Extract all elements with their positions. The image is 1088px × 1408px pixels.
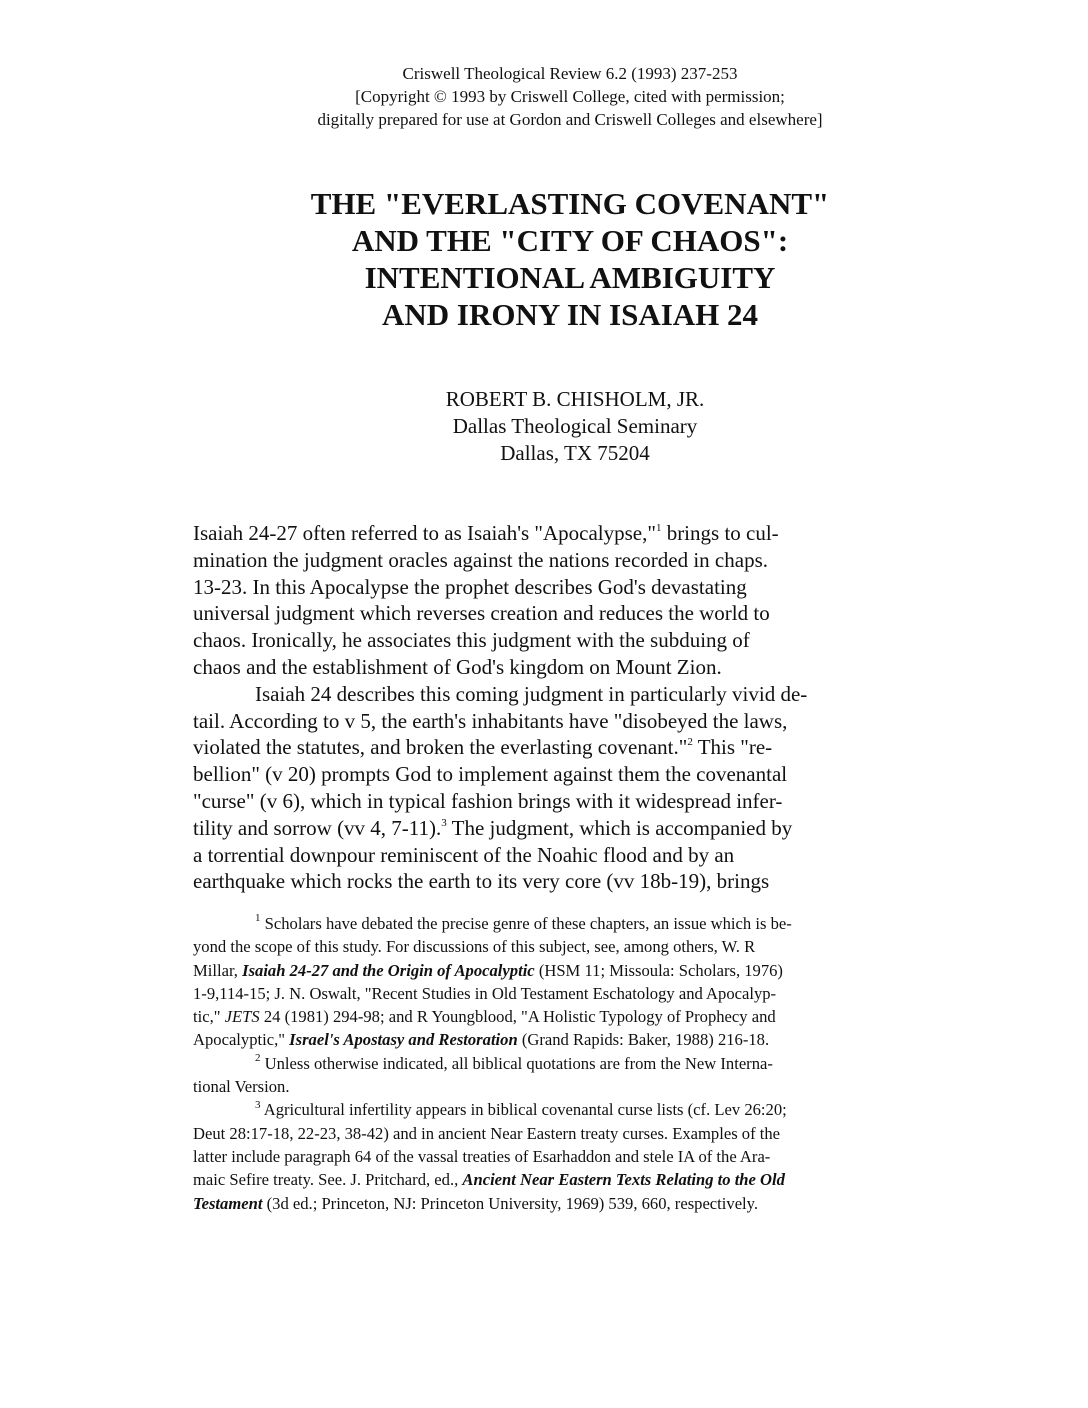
footnote-line [193, 1192, 893, 1215]
footnote-ref-3: 3 [441, 816, 447, 829]
author-name: ROBERT B. CHISHOLM, JR. [445, 387, 705, 411]
author-block [380, 386, 770, 467]
footnote-1 [193, 912, 893, 1052]
title-line: INTENTIONAL AMBIGUITY [364, 260, 776, 295]
journal-citation: Criswell Theological Review 6.2 (1993) 237-253 [402, 64, 738, 83]
footnote-line [193, 1005, 893, 1028]
text-span: tility and sorrow (vv 4, 7-11). [193, 815, 442, 840]
footnote-line: 1-9,114-15; J. N. Oswalt, "Recent Studies in Old Testament Eschatology and Apocalyp- [193, 983, 777, 1003]
journal-abbrev: JETS [224, 1007, 260, 1027]
title-line: AND THE "CITY OF CHAOS": [351, 223, 789, 258]
footnote-line [193, 1098, 893, 1121]
paragraph [193, 520, 893, 681]
paragraph [193, 681, 893, 895]
article-title [250, 185, 890, 333]
text-span: The judgment, which is accompanied by [446, 815, 793, 840]
text-span: This "re- [692, 735, 773, 760]
text-span: (3d ed.; Princeton, NJ: Princeton University, 1969) 539, 660, respectively. [262, 1193, 759, 1213]
footnote-line: Deut 28:17-18, 22-23, 38-42) and in ancient Near Eastern treaty curses. Examples of the [193, 1123, 781, 1143]
text-span: Agricultural infertility appears in biblical covenantal curse lists (cf. Lev 26:20; [260, 1100, 787, 1120]
footnote-ref-2: 2 [687, 736, 693, 749]
body-line: chaos. Ironically, he associates this judgment with the subduing of [193, 628, 750, 653]
footnotes [193, 912, 893, 1215]
text-span: violated the statutes, and broken the everlasting covenant." [193, 735, 688, 760]
body-line: Isaiah 24 describes this coming judgment in particularly vivid de- [255, 681, 808, 706]
text-span: 24 (1981) 294-98; and R Youngblood, "A Holistic Typology of Prophecy and [259, 1007, 776, 1027]
body-line: 13-23. In this Apocalypse the prophet describes God's devastating [193, 574, 747, 599]
footnote-line [193, 912, 893, 935]
author-institution: Dallas Theological Seminary [452, 414, 698, 438]
footnote-line: yond the scope of this study. For discussions of this subject, see, among others, W. R [193, 937, 756, 957]
footnote-3 [193, 1098, 893, 1214]
footnote-line [193, 959, 893, 982]
text-span: maic Sefire treaty. See. J. Pritchard, ed., [193, 1170, 463, 1190]
footnote-line: latter include paragraph 64 of the vassal treaties of Esarhaddon and stele IA of the Ara- [193, 1146, 771, 1166]
body-line: "curse" (v 6), which in typical fashion brings with it widespread infer- [193, 788, 783, 813]
body-line [193, 734, 893, 761]
footnote-line: tional Version. [193, 1077, 290, 1097]
article-body [193, 520, 893, 895]
book-title: Ancient Near Eastern Texts Relating to the Old [462, 1170, 785, 1190]
body-line: chaos and the establishment of God's kingdom on Mount Zion. [193, 654, 722, 679]
book-title: Testament [193, 1193, 263, 1213]
digital-notice: digitally prepared for use at Gordon and Criswell Colleges and elsewhere] [317, 110, 823, 129]
body-line: mination the judgment oracles against the nations recorded in chaps. [193, 547, 768, 572]
title-line: THE "EVERLASTING COVENANT" [310, 186, 830, 221]
body-line: earthquake which rocks the earth to its very core (vv 18b-19), brings [193, 869, 770, 894]
text-span: Apocalyptic," [193, 1030, 290, 1050]
body-line: a torrential downpour reminiscent of the Noahic flood and by an [193, 842, 735, 867]
text-span: (Grand Rapids: Baker, 1988) 216-18. [517, 1030, 770, 1050]
book-title: Isaiah 24-27 and the Origin of Apocalyptic [242, 960, 535, 980]
footnote-line [193, 1028, 893, 1051]
body-line [193, 520, 893, 547]
journal-header [250, 62, 890, 131]
footnote-line [193, 1052, 893, 1075]
book-title: Israel's Apostasy and Restoration [289, 1030, 518, 1050]
text-span: Scholars have debated the precise genre of these chapters, an issue which is be- [260, 914, 792, 933]
body-line: bellion" (v 20) prompts God to implement against them the covenantal [193, 762, 788, 787]
text-span: Isaiah 24-27 often referred to as Isaiah's "Apocalypse," [193, 521, 656, 545]
copyright-notice: [Copyright © 1993 by Criswell College, cited with permission; [355, 87, 785, 106]
text-span: Millar, [193, 960, 243, 980]
footnote-number: 1 [255, 912, 261, 925]
text-span: tic," [193, 1007, 225, 1027]
body-line: universal judgment which reverses creation and reduces the world to [193, 601, 770, 626]
title-line: AND IRONY IN ISAIAH 24 [381, 297, 759, 332]
text-span: (HSM 11; Missoula: Scholars, 1976) [534, 960, 783, 980]
body-line: tail. According to v 5, the earth's inhabitants have "disobeyed the laws, [193, 708, 788, 733]
body-line [193, 815, 893, 842]
text-span: brings to cul- [661, 521, 779, 545]
author-location: Dallas, TX 75204 [500, 441, 650, 465]
footnote-number: 3 [255, 1098, 261, 1111]
footnote-line [193, 1168, 893, 1191]
footnote-ref-1: 1 [655, 522, 662, 534]
text-span: Unless otherwise indicated, all biblical quotations are from the New Interna- [260, 1053, 773, 1073]
footnote-number: 2 [255, 1052, 261, 1065]
footnote-2 [193, 1052, 893, 1099]
